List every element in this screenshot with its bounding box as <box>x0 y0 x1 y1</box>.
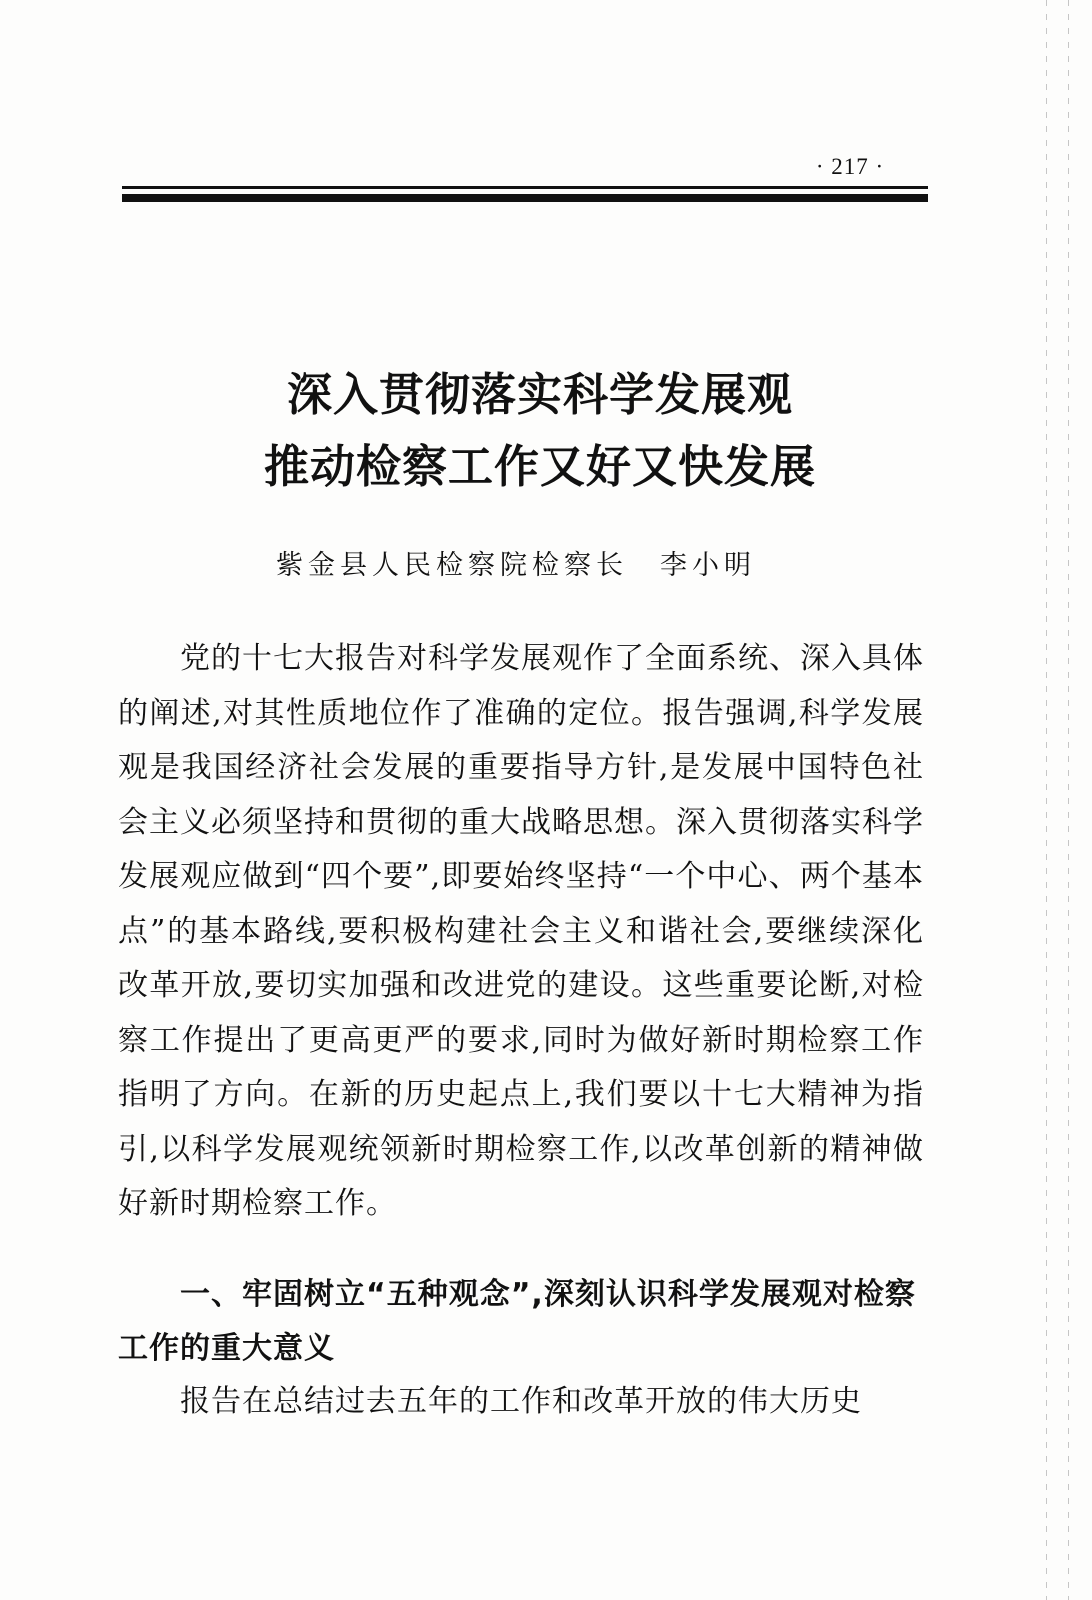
header-rule-thin <box>122 186 928 189</box>
author-affiliation: 紫金县人民检察院检察长 <box>276 550 628 581</box>
page-edge-line <box>1068 0 1069 1600</box>
header-rule <box>122 186 928 206</box>
page-edge-line <box>1046 0 1047 1600</box>
paragraph-2: 报告在总结过去五年的工作和改革开放的伟大历史 <box>180 1384 862 1419</box>
paragraph-1: 党的十七大报告对科学发展观作了全面系统、深入具体的阐述,对其性质地位作了准确的定位。报告强调,科学发展观是我国经济社会发展的重要指导方针,是发展中国特色社会主义必须坚持和贯彻的重大战略思想。深入贯彻落实科学发展观应做到“四个要”,即要始终坚持“一个中心、两个基本点”的基本路线,要积极构建社会主义和谐社会,要继续深化改革开放,要切实加强和改进党的建设。这些重要论断,对检察工作提出了更高更严的要求,同时为做好新时期检察工作指明了方向。在新的历史起点上,我们要以十七大精神为指引,以科学发展观统领新时期检察工作,以改革创新的精神做好新时期检察工作。 <box>118 641 924 1221</box>
article-body <box>118 632 924 1232</box>
page-number: · 217 · <box>815 154 885 179</box>
author-line <box>276 543 876 582</box>
article-title-line-2: 推动检察工作又好又快发展 <box>263 440 816 493</box>
section-heading-1: 一、牢固树立“五种观念”,深刻认识科学发展观对检察工作的重大意义 <box>118 1277 916 1366</box>
article-title-line-1: 深入贯彻落实科学发展观 <box>286 368 793 421</box>
header-rule-thick <box>122 194 928 202</box>
author-name: 李小明 <box>660 550 756 581</box>
